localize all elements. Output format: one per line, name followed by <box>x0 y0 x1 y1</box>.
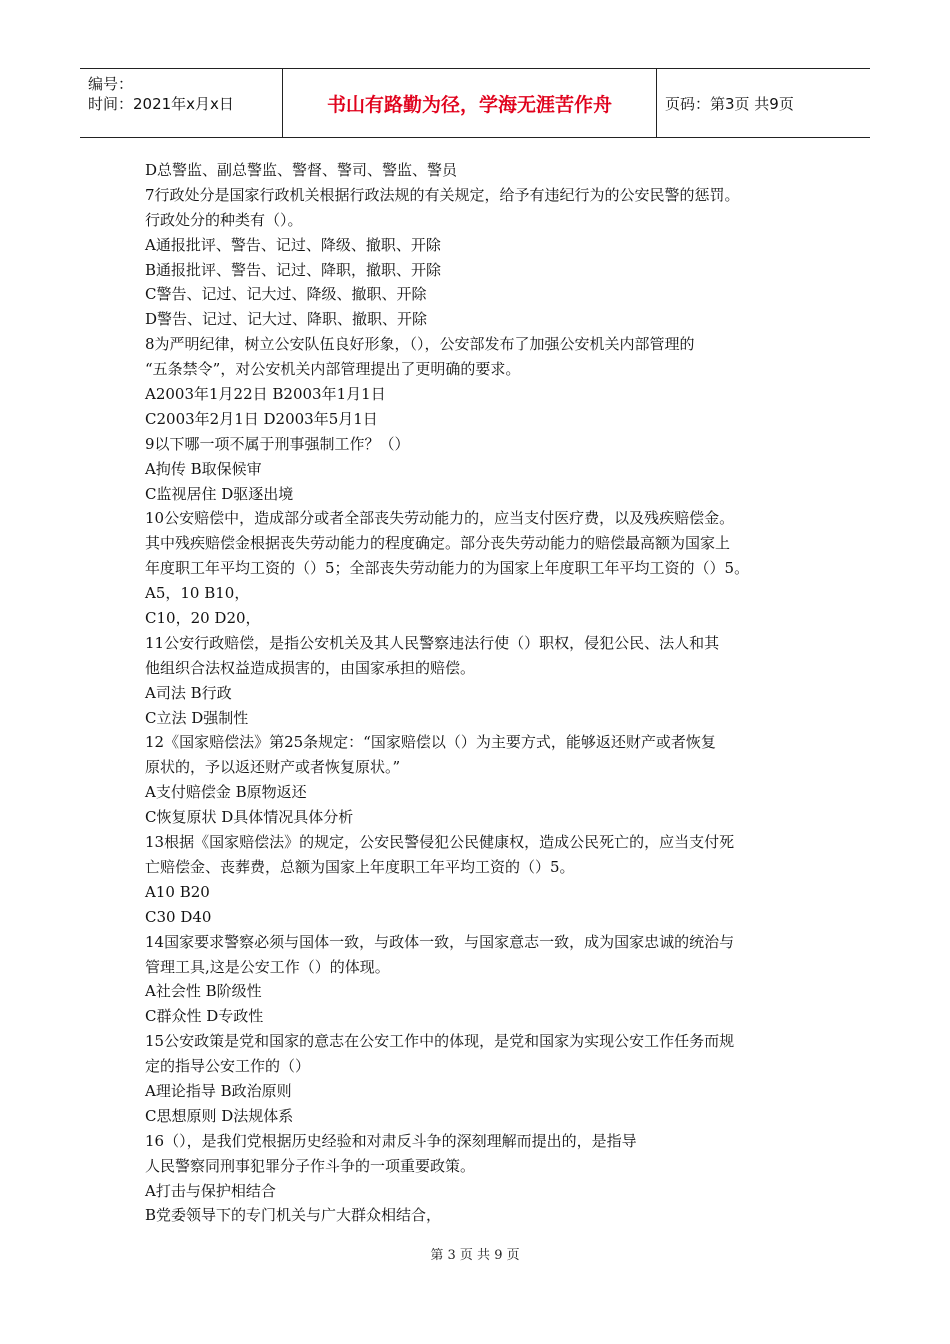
document-body <box>145 158 825 1228</box>
text-line: 11公安行政赔偿，是指公安机关及其人民警察违法行使（）职权，侵犯公民、法人和其 <box>145 633 720 652</box>
header-page-code: 页码：第3页 共9页 <box>665 94 794 113</box>
text-line: 管理工具,这是公安工作（）的体现。 <box>145 957 390 976</box>
text-line: A5，10 B10， <box>145 584 250 603</box>
text-line: A支付赔偿金 B原物返还 <box>145 783 307 802</box>
text-line: D警告、记过、记大过、降职、撤职、开除 <box>145 310 428 329</box>
text-line: 其中残疾赔偿金根据丧失劳动能力的程度确定。部分丧失劳动能力的赔偿最高额为国家上 <box>145 534 731 553</box>
text-line: C监视居住 D驱逐出境 <box>145 484 294 503</box>
text-line: C立法 D强制性 <box>145 708 249 727</box>
text-line: A2003年1月22日 B2003年1月1日 <box>145 385 386 404</box>
text-line: 13根据《国家赔偿法》的规定，公安民警侵犯公民健康权，造成公民死亡的，应当支付死 <box>145 833 735 852</box>
text-line: A打击与保护相结合 <box>145 1181 276 1200</box>
text-line: A10 B20 <box>145 882 210 901</box>
text-line: C2003年2月1日 D2003年5月1日 <box>145 409 378 428</box>
text-line: B通报批评、警告、记过、降职，撤职、开除 <box>145 260 442 279</box>
text-line: C警告、记过、记大过、降级、撤职、开除 <box>145 285 427 304</box>
text-line: A司法 B行政 <box>145 683 232 702</box>
header-meta-cell <box>80 69 283 137</box>
text-line: 行政处分的种类有（）。 <box>145 210 303 229</box>
document-date: 时间：2021年x月x日 <box>88 95 234 113</box>
text-line: 12《国家赔偿法》第25条规定：“国家赔偿以（）为主要方式，能够返还财产或者恢复 <box>145 733 716 752</box>
text-line: 7行政处分是国家行政机关根据行政法规的有关规定，给予有违纪行为的公安民警的惩罚。 <box>145 185 740 204</box>
text-line: 定的指导公安工作的（） <box>145 1057 311 1076</box>
text-line: 人民警察同刑事犯罪分子作斗争的一项重要政策。 <box>145 1156 476 1175</box>
text-line: C恢复原状 D具体情况具体分析 <box>145 808 354 827</box>
page-header <box>80 68 870 138</box>
text-line: 14国家要求警察必须与国体一致，与政体一致，与国家意志一致，成为国家忠诚的统治与 <box>145 932 735 951</box>
text-line: 年度职工年平均工资的（）5；全部丧失劳动能力的为国家上年度职工年平均工资的（）5。 <box>145 559 750 578</box>
text-line: D总警监、副总警监、警督、警司、警监、警员 <box>145 161 458 179</box>
text-line: 9以下哪一项不属于刑事强制工作？（） <box>145 434 410 453</box>
text-line: C群众性 D专政性 <box>145 1007 264 1026</box>
text-line: “五条禁令”，对公安机关内部管理提出了更明确的要求。 <box>145 360 521 379</box>
text-line: A社会性 B阶级性 <box>145 982 262 1001</box>
text-line: C30 D40 <box>145 907 212 926</box>
text-line: C思想原则 D法规体系 <box>145 1106 294 1125</box>
text-line: 10公安赔偿中，造成部分或者全部丧失劳动能力的，应当支付医疗费，以及残疾赔偿金。 <box>145 509 735 528</box>
text-line: A理论指导 B政治原则 <box>145 1081 292 1100</box>
text-line: 16（），是我们党根据历史经验和对肃反斗争的深刻理解而提出的，是指导 <box>145 1131 637 1150</box>
document-number-label: 编号： <box>88 75 134 93</box>
text-line: A拘传 B取保候审 <box>145 459 262 478</box>
text-line: 亡赔偿金、丧葬费，总额为国家上年度职工年平均工资的（）5。 <box>145 857 575 876</box>
text-line: 原状的，予以返还财产或者恢复原状。” <box>145 758 401 777</box>
text-line: 他组织合法权益造成损害的，由国家承担的赔偿。 <box>145 658 476 677</box>
text-line: C10，20 D20， <box>145 609 261 628</box>
text-line: A通报批评、警告、记过、降级、撤职、开除 <box>145 235 441 254</box>
text-line: 15公安政策是党和国家的意志在公安工作中的体现，是党和国家为实现公安工作任务而规 <box>145 1032 735 1051</box>
text-line: B党委领导下的专门机关与广大群众相结合， <box>145 1206 442 1225</box>
header-motto: 书山有路勤为径，学海无涯苦作舟 <box>283 69 657 137</box>
page-footer: 第 3 页 共 9 页 <box>430 1248 520 1263</box>
text-line: 8为严明纪律，树立公安队伍良好形象，（），公安部发布了加强公安机关内部管理的 <box>145 335 695 354</box>
